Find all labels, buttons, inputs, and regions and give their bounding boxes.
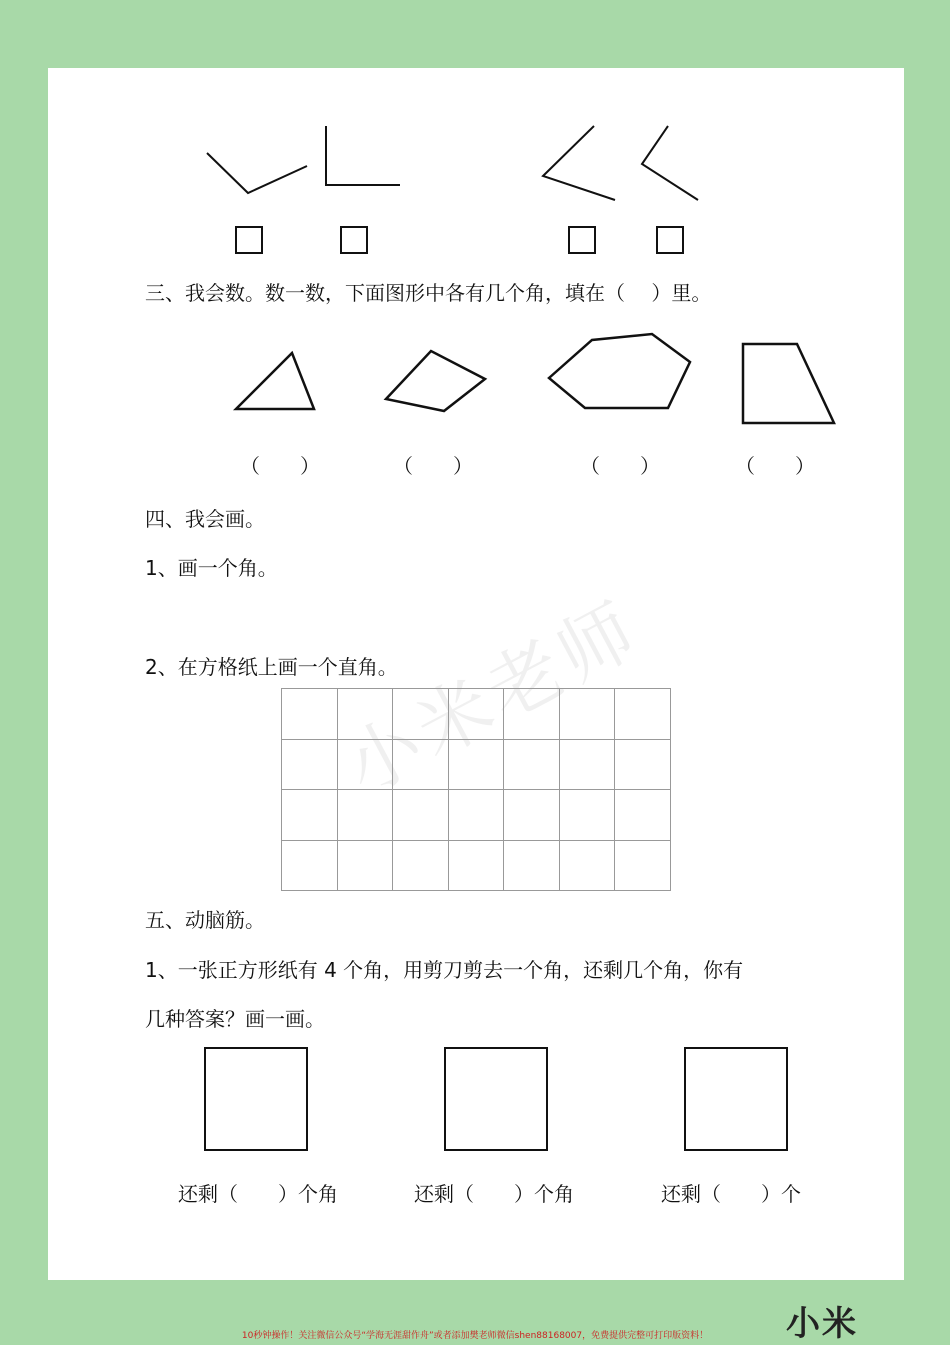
triangle-shape [236, 353, 314, 409]
remain-answer-3[interactable]: 还剩（ ）个 [661, 1182, 801, 1206]
section5-q1-line2: 几种答案？画一画。 [145, 1007, 325, 1031]
count-blank-3[interactable]: （ ） [580, 454, 660, 478]
angle-figure-4 [642, 126, 698, 200]
square-paper-1[interactable] [204, 1047, 308, 1151]
polygon-figures [0, 320, 950, 440]
angle-figure-3 [543, 126, 615, 200]
answer-box-1[interactable] [235, 226, 263, 254]
grid-paper[interactable] [281, 688, 671, 891]
remain-answer-2[interactable]: 还剩（ ）个角 [414, 1182, 574, 1206]
section4-q1: 1、画一个角。 [145, 556, 278, 580]
angle-figures [0, 0, 950, 260]
square-paper-3[interactable] [684, 1047, 788, 1151]
section4-q2: 2、在方格纸上画一个直角。 [145, 655, 398, 679]
section5-q1-line1: 1、一张正方形纸有 4 个角，用剪刀剪去一个角，还剩几个角，你有 [145, 958, 744, 982]
answer-box-2[interactable] [340, 226, 368, 254]
angle-figure-2 [326, 126, 400, 185]
section4-title: 四、我会画。 [145, 507, 265, 531]
square-paper-2[interactable] [444, 1047, 548, 1151]
count-blank-1[interactable]: （ ） [240, 454, 320, 478]
section5-title: 五、动脑筋。 [145, 908, 265, 932]
answer-box-4[interactable] [656, 226, 684, 254]
angle-figure-1 [207, 153, 307, 193]
watermark: 小米老师 [331, 585, 655, 812]
quadrilateral-shape [386, 351, 485, 411]
brand-logo: 小米 [786, 1304, 858, 1344]
answer-box-3[interactable] [568, 226, 596, 254]
trapezoid-shape [743, 344, 834, 423]
footer-note: 10秒钟操作！关注微信公众号“学海无涯甜作舟”或者添加樊老师微信shen88168007，免费提供完整可打印版资料！ [241, 1331, 709, 1341]
count-blank-4[interactable]: （ ） [735, 454, 815, 478]
hexagon-shape [549, 334, 690, 408]
count-blank-2[interactable]: （ ） [393, 454, 473, 478]
remain-answer-1[interactable]: 还剩（ ）个角 [178, 1182, 338, 1206]
section3-title: 三、我会数。数一数，下面图形中各有几个角，填在（ ）里。 [145, 281, 712, 305]
